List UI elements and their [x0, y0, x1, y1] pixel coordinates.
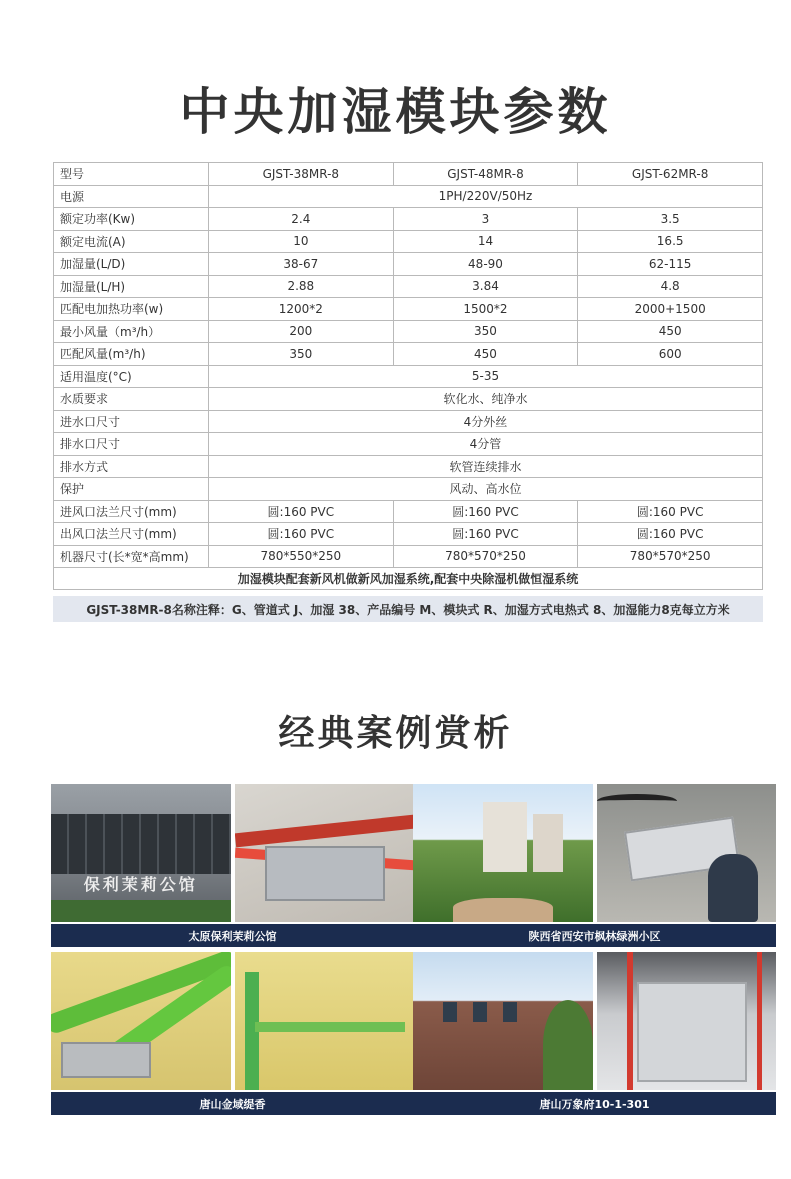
case-card — [51, 952, 414, 1116]
spec-value: 10 — [209, 230, 394, 253]
spec-value: 600 — [578, 343, 763, 366]
spec-row — [54, 365, 763, 388]
spec-row — [54, 410, 763, 433]
spec-row — [54, 455, 763, 478]
spec-row — [54, 253, 763, 276]
spec-value: 350 — [393, 320, 578, 343]
spec-row — [54, 275, 763, 298]
case-card — [413, 952, 776, 1116]
case-caption: 太原保利茉莉公馆 — [51, 924, 414, 947]
spec-value: 450 — [393, 343, 578, 366]
spec-row — [54, 478, 763, 501]
spec-value: GJST-62MR-8 — [578, 163, 763, 186]
villa-photo — [413, 952, 593, 1090]
spec-row — [54, 298, 763, 321]
spec-row — [54, 320, 763, 343]
spec-label: 匹配电加热功率(w) — [54, 298, 209, 321]
spec-value: 3.84 — [393, 275, 578, 298]
spec-label: 加湿量(L/D) — [54, 253, 209, 276]
model-legend: GJST-38MR-8名称注释：G、管道式 J、加湿 38、产品编号 M、模块式 R、加湿方式电热式 8、加湿能力8克每立方米 — [53, 596, 763, 622]
residence-photo — [413, 784, 593, 922]
spec-label: 型号 — [54, 163, 209, 186]
case-card — [51, 784, 414, 948]
cases-title: 经典案例赏析 — [278, 713, 513, 754]
unit-install-photo — [597, 952, 777, 1090]
spec-label: 出风口法兰尺寸(mm) — [54, 523, 209, 546]
case-photos — [413, 784, 776, 922]
worker-install-photo — [597, 784, 777, 922]
spec-value: 软化水、纯净水 — [209, 388, 763, 411]
spec-value: 38-67 — [209, 253, 394, 276]
spec-value: 780*570*250 — [578, 545, 763, 568]
spec-value: 62-115 — [578, 253, 763, 276]
building-sign: 保利茉莉公馆 — [83, 875, 198, 894]
spec-row — [54, 208, 763, 231]
spec-row — [54, 388, 763, 411]
spec-label: 机器尺寸(长*宽*高mm) — [54, 545, 209, 568]
spec-label: 水质要求 — [54, 388, 209, 411]
pipe-install-photo — [51, 952, 231, 1090]
spec-value: GJST-38MR-8 — [209, 163, 394, 186]
spec-table — [53, 162, 763, 590]
spec-value: 1PH/220V/50Hz — [209, 185, 763, 208]
duct-install-photo — [235, 784, 415, 922]
spec-value: 5-35 — [209, 365, 763, 388]
spec-row — [54, 163, 763, 186]
spec-value: 200 — [209, 320, 394, 343]
spec-value: 3 — [393, 208, 578, 231]
spec-value: GJST-48MR-8 — [393, 163, 578, 186]
case-card — [413, 784, 776, 948]
spec-value: 4分管 — [209, 433, 763, 456]
spec-label: 额定功率(Kw) — [54, 208, 209, 231]
spec-value: 圆:160 PVC — [209, 523, 394, 546]
spec-value: 圆:160 PVC — [393, 500, 578, 523]
spec-value: 3.5 — [578, 208, 763, 231]
building-photo — [51, 784, 231, 922]
spec-label: 电源 — [54, 185, 209, 208]
case-photos — [413, 952, 776, 1090]
spec-row — [54, 230, 763, 253]
spec-note-row — [54, 568, 763, 590]
page-title: 中央加湿模块参数 — [179, 83, 612, 141]
spec-value: 350 — [209, 343, 394, 366]
spec-value: 780*550*250 — [209, 545, 394, 568]
case-photos — [51, 784, 414, 922]
spec-value: 48-90 — [393, 253, 578, 276]
spec-value: 圆:160 PVC — [393, 523, 578, 546]
spec-label: 排水方式 — [54, 455, 209, 478]
spec-value: 2000+1500 — [578, 298, 763, 321]
spec-row — [54, 185, 763, 208]
spec-value: 2.4 — [209, 208, 394, 231]
spec-value: 780*570*250 — [393, 545, 578, 568]
spec-label: 排水口尺寸 — [54, 433, 209, 456]
spec-label: 进风口法兰尺寸(mm) — [54, 500, 209, 523]
spec-value: 4.8 — [578, 275, 763, 298]
spec-label: 额定电流(A) — [54, 230, 209, 253]
case-caption: 陕西省西安市枫林绿洲小区 — [413, 924, 776, 947]
spec-value: 风动、高水位 — [209, 478, 763, 501]
spec-label: 匹配风量(m³/h) — [54, 343, 209, 366]
spec-value: 4分外丝 — [209, 410, 763, 433]
ceiling-pipe-photo — [235, 952, 415, 1090]
spec-row — [54, 433, 763, 456]
spec-label: 进水口尺寸 — [54, 410, 209, 433]
spec-row — [54, 545, 763, 568]
spec-value: 1500*2 — [393, 298, 578, 321]
spec-value: 圆:160 PVC — [578, 523, 763, 546]
spec-row — [54, 343, 763, 366]
spec-value: 软管连续排水 — [209, 455, 763, 478]
spec-value: 450 — [578, 320, 763, 343]
case-photos — [51, 952, 414, 1090]
spec-label: 最小风量（m³/h） — [54, 320, 209, 343]
spec-value: 14 — [393, 230, 578, 253]
spec-value: 2.88 — [209, 275, 394, 298]
spec-label: 加湿量(L/H) — [54, 275, 209, 298]
spec-value: 1200*2 — [209, 298, 394, 321]
spec-label: 适用温度(°C) — [54, 365, 209, 388]
spec-label: 保护 — [54, 478, 209, 501]
spec-value: 16.5 — [578, 230, 763, 253]
spec-value: 圆:160 PVC — [209, 500, 394, 523]
spec-value: 圆:160 PVC — [578, 500, 763, 523]
case-caption: 唐山金域缇香 — [51, 1092, 414, 1115]
case-caption: 唐山万象府10-1-301 — [413, 1092, 776, 1115]
spec-note: 加湿模块配套新风机做新风加湿系统,配套中央除湿机做恒湿系统 — [54, 568, 763, 590]
spec-row — [54, 523, 763, 546]
spec-row — [54, 500, 763, 523]
